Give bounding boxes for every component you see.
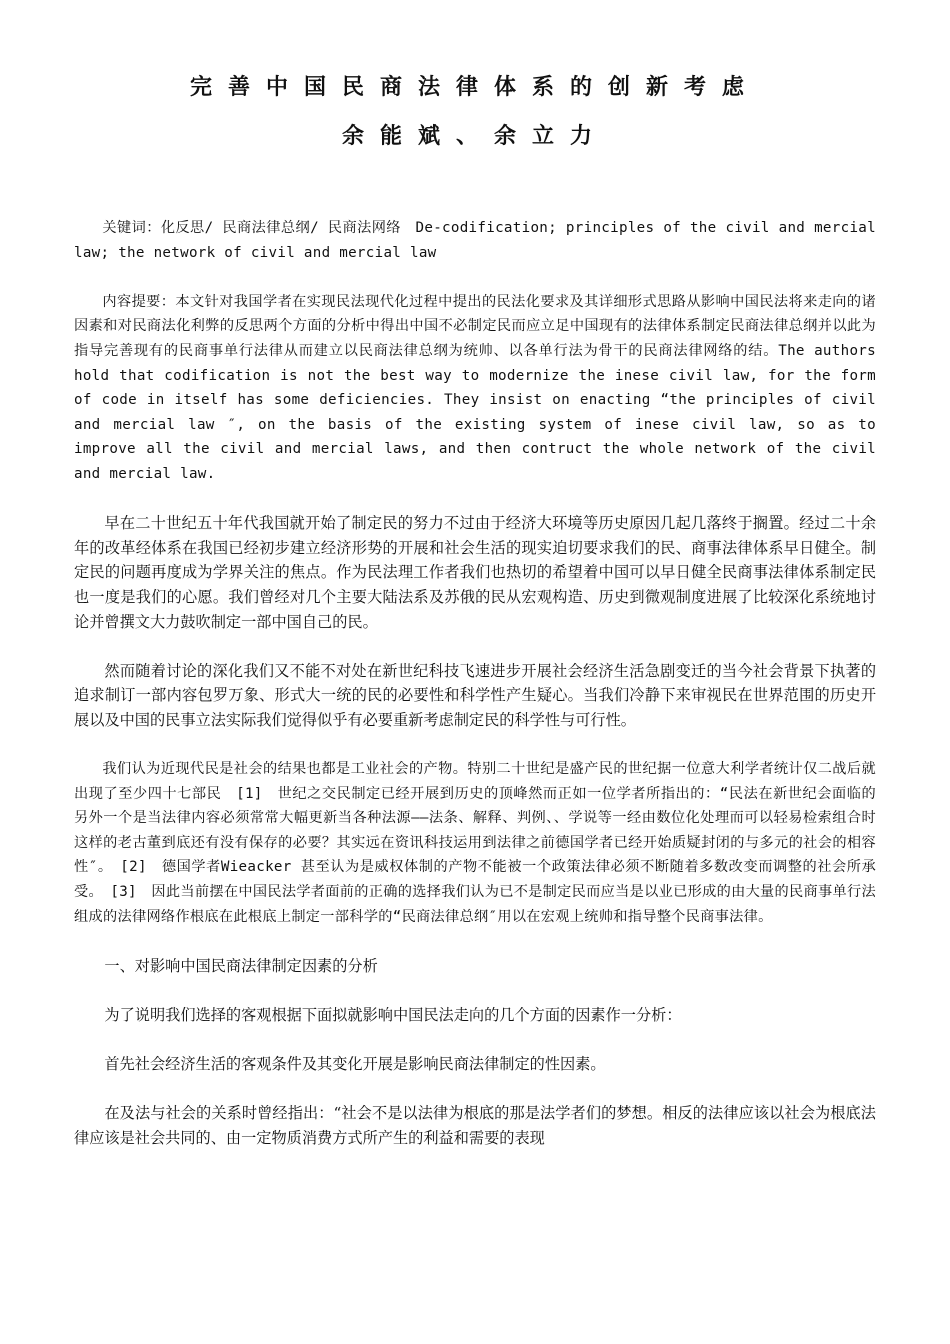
- body-paragraph: 为了说明我们选择的客观根据下面拟就影响中国民法走向的几个方面的因素作一分析：: [104, 1006, 682, 1024]
- body-paragraph: 在及法与社会的关系时曾经指出：“社会不是以法律为根底的那是法学者们的梦想。相反的法律应该以社会为根底法律应该是社会共同的、由一定物质消费方式所产生的利益和需要的表现: [74, 1104, 876, 1147]
- document-body: [74, 216, 876, 1151]
- body-paragraph: 首先社会经济生活的客观条件及其变化开展是影响民商法律制定的性因素。: [104, 1055, 606, 1074]
- abstract-paragraph: 内容提要：本文针对我国学者在实现民法现代化过程中提出的民法化要求及其详细形式思路从影响中国民法将来走向的诸因素和对民商法化利弊的反思两个方面的分析中得出中国不必制定民而应立足中国现有的法律体系制定民商法律总纲并以此为指导完善现有的民商事单行法律从而建立以民商法律总纲为统帅、以各单行法为骨干的民商法律网络的结。The authors hold that codification is not the best way to modernize the inese civil law, for the form of code in itself has some deficiencies. They insist on enacting “the principles of civil and mercial law ″, on the basis of the existing system of inese civil law, so as to improve all the civil and mercial laws, and then contruct the whole network of the civil and mercial law.: [74, 293, 876, 482]
- body-paragraph: 早在二十世纪五十年代我国就开始了制定民的努力不过由于经济大环境等历史原因几起几落终于搁置。经过二十余年的改革经体系在我国已经初步建立经济形势的开展和社会生活的现实迫切要求我们的民、商事法律体系早日健全。制定民的问题再度成为学界关注的焦点。作为民法理工作者我们也热切的希望着中国可以早日健全民商事法律体系制定民也一度是我们的心愿。我们曾经对几个主要大陆法系及苏俄的民从宏观构造、历史到微观制度进展了比较深化系统地讨论并曾撰文大力鼓吹制定一部中国自己的民。: [74, 514, 876, 631]
- body-paragraph: 然而随着讨论的深化我们又不能不对处在新世纪科技飞速进步开展社会经济生活急剧变迁的当今社会背景下执著的追求制订一部内容包罗万象、形式大一统的民的必要性和科学性产生疑心。当我们冷静下来审视民在世界范围的历史开展以及中国的民事立法实际我们觉得似乎有必要重新考虑制定民的科学性与可行性。: [74, 661, 876, 729]
- section-heading: 一、对影响中国民商法律制定因素的分析: [104, 956, 378, 975]
- document-authors: 余能斌、余立力: [341, 124, 608, 149]
- document-title: 完善中国民商法律体系的创新考虑: [189, 75, 760, 100]
- keywords-paragraph: 关键词：化反思/ 民商法律总纲/ 民商法网络 De-codification; principles of the civil and mercial law; the network of civil and mercial law: [74, 220, 876, 261]
- body-paragraph: 我们认为近现代民是社会的结果也都是工业社会的产物。特别二十世纪是盛产民的世纪据一位意大利学者统计仅二战后就出现了至少四十七部民 [1] 世纪之交民制定已经开展到历史的顶峰然而正如一位学者所指出的：“民法在新世纪会面临的另外一个是当法律内容必须常常大幅更新当各种法源——法条、解释、判例、、学说等一经由数位化处理而可以轻易检索组合时这样的老古董到底还有没有保存的必要？其实远在资讯科技运用到法律之前德国学者已经开始质疑封闭的与多元的社会的相容性″。 [2] 德国学者Wieacker 甚至认为是威权体制的产物不能被一个政策法律必须不断随着多数改变而调整的社会所承受。 [3] 因此当前摆在中国民法学者面前的正确的选择我们认为已不是制定民而应当是以业已形成的由大量的民商事单行法组成的法律网络作根底在此根底上制定一部科学的“民商法律总纲″用以在宏观上统帅和指导整个民商事法律。: [74, 761, 876, 925]
